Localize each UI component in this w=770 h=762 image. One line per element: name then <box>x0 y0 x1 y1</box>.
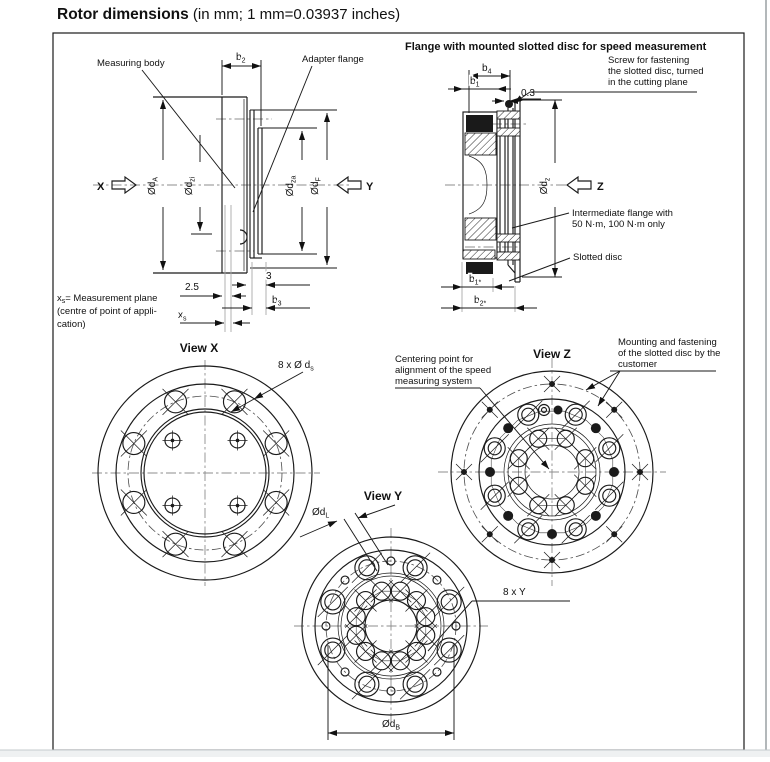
view-z-drawing <box>395 337 720 586</box>
dim-dA: $Ød_A$ <box>147 176 160 196</box>
dim-dz: $Ød_z$ <box>539 177 552 195</box>
viewy-callout-8xy: 8 x Y <box>503 587 526 598</box>
view-x-title: View X <box>179 341 219 355</box>
intermediate-note-line2: 50 N·m, 100 N·m only <box>572 219 665 230</box>
dim-b2: $b_2$ <box>236 52 246 65</box>
dim-dzi: $Ød_{zi}$ <box>184 176 197 196</box>
dim-0-3: 0.3 <box>521 88 535 99</box>
axis-x-label: X <box>97 181 105 193</box>
dim-dB: $Ød_B$ <box>381 719 401 732</box>
screw-note-line1: Screw for fastening <box>608 55 690 66</box>
view-y-drawing <box>294 489 570 740</box>
dim-dF: $Ød_F$ <box>310 177 323 195</box>
xs-note-line1: $x_s=$ Measurement plane <box>57 293 158 305</box>
dim-2-5: 2.5 <box>185 282 199 293</box>
dim-b4: $b_4$ <box>482 63 492 76</box>
centering-note-line3: measuring system <box>395 376 473 387</box>
view-z-title: View Z <box>533 347 571 361</box>
arrow-z-icon <box>567 177 591 193</box>
dim-3: 3 <box>266 271 272 282</box>
axis-y-label: Y <box>366 181 374 193</box>
flange-slotted-labels <box>509 55 704 281</box>
centering-note-line1: Centering point for <box>395 354 474 365</box>
slotted-disc-label: Slotted disc <box>573 252 623 263</box>
dim-b1-star: $b_{1*}$ <box>469 274 482 287</box>
centering-note-line2: alignment of the speed <box>395 365 492 376</box>
axis-z-label: Z <box>597 181 604 193</box>
cross-section-labels <box>57 54 374 330</box>
viewx-callout-8xds: 8 x Ø $d_s$ <box>278 360 314 373</box>
flange-slotted-dimensions <box>441 63 562 312</box>
dim-dL: $Ød_L$ <box>312 507 330 520</box>
cross-section-drawing <box>93 60 350 332</box>
dim-xs: $x_s$ <box>178 310 187 323</box>
xs-note-line3: cation) <box>57 319 86 330</box>
mounting-note-line2: of the slotted disc by the <box>618 348 721 359</box>
view-x-drawing <box>92 341 320 586</box>
flange-heading: Flange with mounted slotted disc for speed measurement <box>405 41 707 53</box>
dim-b1: $b_1$ <box>470 76 480 89</box>
dim-dza: $Ød_{za}$ <box>285 175 298 197</box>
measuring-body-label: Measuring body <box>97 58 165 69</box>
adapter-flange-label: Adapter flange <box>302 54 364 65</box>
dim-b2-star: $b_{2*}$ <box>474 295 487 308</box>
dim-b3: $b_3$ <box>272 295 282 308</box>
cross-section-dimensions <box>147 52 327 323</box>
intermediate-note-line1: Intermediate flange with <box>572 208 673 219</box>
screw-note-line3: in the cutting plane <box>608 77 688 88</box>
view-y-title: View Y <box>363 489 403 503</box>
screw-note-line2: the slotted disc, turned <box>608 66 704 77</box>
xs-note-line2: (centre of point of appli- <box>57 306 157 317</box>
page-title: Rotor dimensions (in mm; 1 mm=0.03937 inches) <box>57 6 401 23</box>
mounting-note-line3: customer <box>618 359 658 370</box>
mounting-note-line1: Mounting and fastening <box>618 337 717 348</box>
